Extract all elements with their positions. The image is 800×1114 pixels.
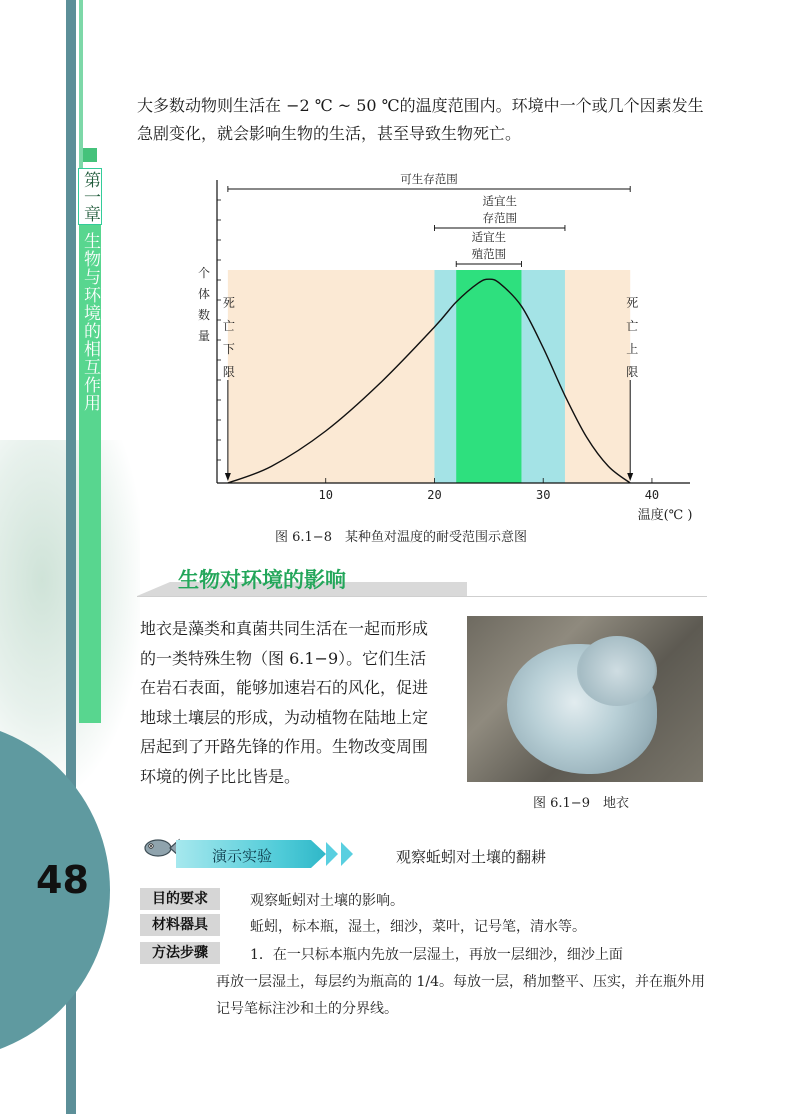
range-band-0: [228, 270, 630, 483]
suitable-reproduction-range-label: 适宜生: [471, 230, 507, 244]
chapter-marker-icon: [83, 148, 97, 162]
y-axis-label-char: 个: [197, 266, 211, 280]
lower-bound-char: 下: [222, 342, 235, 356]
upper-bound-char: 亡: [626, 319, 639, 333]
lower-bound-char: 限: [222, 365, 235, 379]
photo-caption: 图 6.1−9 地衣: [533, 796, 629, 811]
row-text: 观察蚯蚓对土壤的影响。: [250, 893, 404, 909]
row-text: 蚯蚓，标本瓶，湿土，细沙，菜叶，记号笔，清水等。: [250, 919, 586, 935]
temperature-tolerance-chart: [180, 165, 693, 525]
range-band-2: [456, 270, 521, 483]
chevron-right-icon: [326, 842, 356, 870]
row-label: 目的要求: [140, 888, 220, 910]
page-number: 48: [36, 858, 89, 902]
fish-icon: [140, 836, 180, 860]
x-tick-label: 10: [318, 488, 333, 502]
upper-bound-char: 限: [626, 365, 639, 379]
lower-bound-char: 亡: [222, 319, 235, 333]
y-axis-label-char: 数: [197, 308, 211, 322]
upper-bound-char: 上: [626, 342, 639, 356]
lichen-paragraph: 地衣是藻类和真菌共同生活在一起而形成的一类特殊生物（图 6.1−9）。它们生活在岩石表面，能够加速岩石的风化，促进地球土壤层的形成，为动植物在陆地上定居起到了开路先锋的作用。生物改变周围环境的例子比比皆是。: [140, 619, 429, 786]
chapter-title: 生物与环境的相互作用: [80, 232, 100, 412]
y-axis-label-char: 体: [197, 287, 211, 301]
figure-caption: 图 6.1−8 某种鱼对温度的耐受范围示意图: [275, 530, 527, 545]
suitable-survival-range-label: 适宜生: [482, 194, 517, 208]
row-label: 材料器具: [140, 914, 220, 936]
x-tick-label: 20: [427, 488, 442, 502]
chapter-number: 第一章: [78, 168, 102, 225]
lower-bound-char: 死: [222, 296, 235, 310]
intro-paragraph: 大多数动物则生活在 −2 ℃ ~ 50 ℃的温度范围内。环境中一个或几个因素发生急剧变化，就会影响生物的生活，甚至导致生物死亡。: [137, 96, 704, 143]
x-tick-label: 30: [535, 488, 551, 502]
upper-bound-char: 死: [626, 296, 639, 310]
y-axis-label-char: 量: [197, 329, 211, 343]
suitable-survival-range-label: 存范围: [482, 211, 517, 225]
section-title: 生物对环境的影响: [178, 568, 346, 592]
suitable-reproduction-range-label: 殖范围: [471, 247, 507, 261]
x-axis-label: 温度(℃ ): [637, 508, 693, 523]
survival-range-label: 可生存范围: [400, 172, 458, 186]
row-text-continued: 再放一层湿土，每层约为瓶高的 1/4。每放一层，稍加整平、压实，并在瓶外用记号笔标注沙和土的分界线。: [216, 974, 705, 1017]
row-label: 方法步骤: [140, 942, 220, 964]
demo-title: 观察蚯蚓对土壤的翻耕: [396, 848, 547, 866]
demo-label: 演示实验: [212, 847, 273, 865]
row-text: 1．在一只标本瓶内先放一层湿土，再放一层细沙，细沙上面: [250, 947, 623, 963]
lichen-photo: [467, 616, 703, 782]
x-tick-label: 40: [644, 488, 660, 502]
